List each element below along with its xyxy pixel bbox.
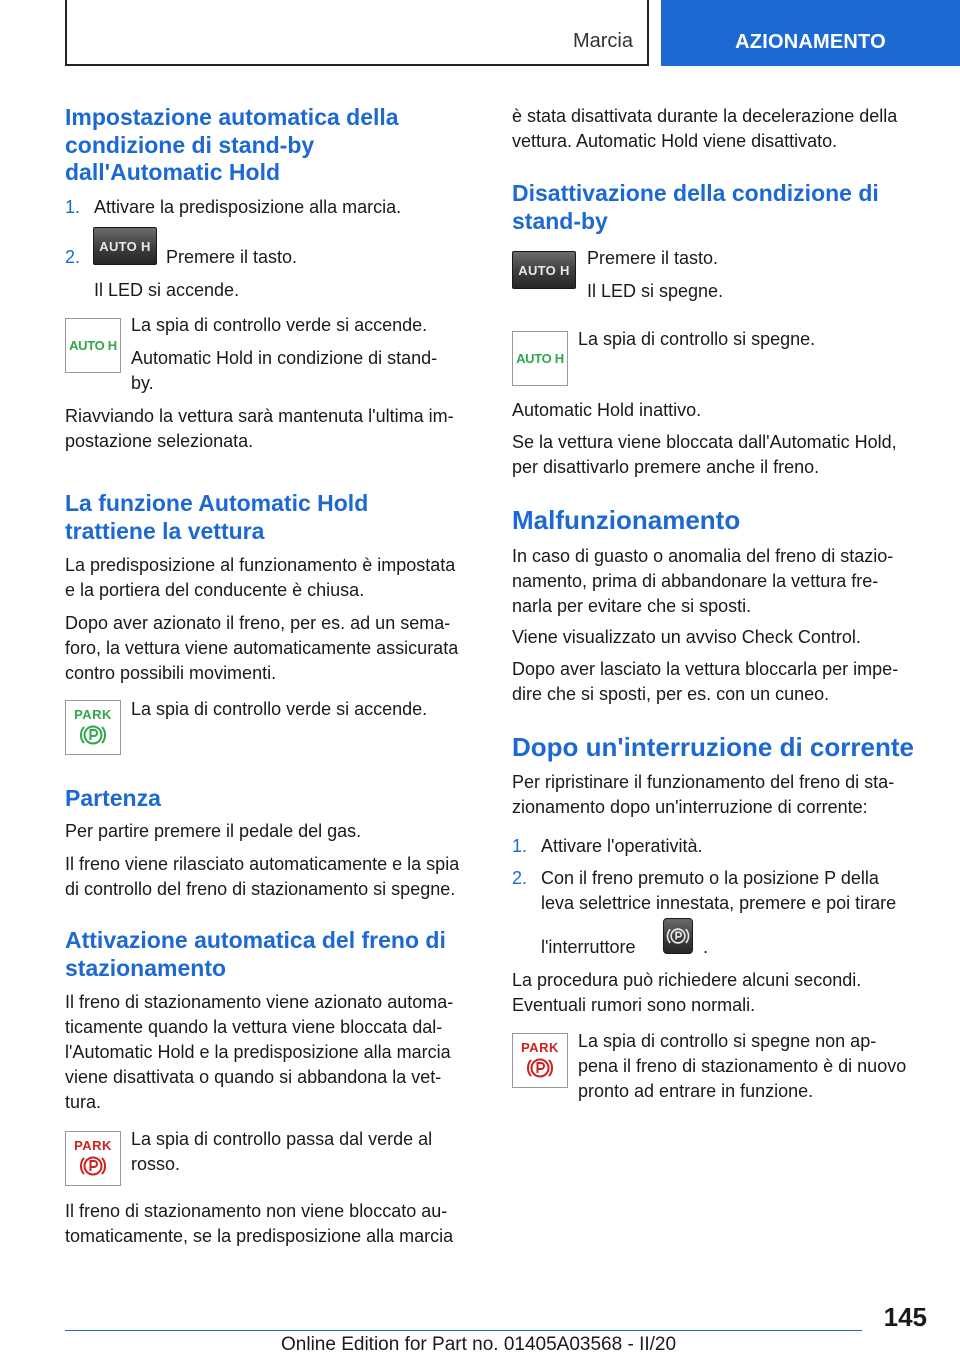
text-line: La procedura può richiedere alcuni secondi. — [512, 970, 862, 990]
text-line: Automatic Hold in condizione di stand- — [131, 348, 438, 368]
paragraph: Viene visualizzato un avviso Check Control. — [512, 627, 861, 647]
step-text: Il LED si accende. — [94, 280, 240, 300]
step-number: 1. — [512, 836, 528, 856]
text-line: Dopo aver azionato il freno, per es. ad un sema- — [65, 613, 451, 633]
lamp-description — [131, 313, 478, 396]
heading-deactivate-standby — [512, 180, 925, 235]
heading-power-interruption: Dopo un'interruzione di corrente — [512, 732, 914, 762]
text-line: La spia di controllo si spegne non ap- — [578, 1031, 877, 1051]
paragraph — [512, 104, 925, 154]
heading-line: Impostazione automatica della — [65, 104, 399, 130]
heading-auto-standby — [65, 104, 478, 187]
paragraph — [512, 968, 925, 1018]
step-number: 2. — [65, 247, 81, 267]
parking-brake-symbol-icon — [527, 1056, 553, 1080]
text-line: leva selettrice innestata, premere e poi tirare — [541, 893, 897, 913]
paragraph — [512, 430, 925, 480]
text-line: dire che si sposti, per es. con un cuneo. — [512, 684, 830, 704]
heading-line: Disattivazione della condizione di — [512, 180, 879, 206]
lamp-description: La spia di controllo verde si accende. — [131, 699, 428, 719]
park-brake-indicator-icon — [65, 700, 121, 755]
text-line: Dopo aver lasciato la vettura bloccarla per impe- — [512, 659, 899, 679]
text-line: ticamente quando la vettura viene bloccata dal- — [65, 1017, 443, 1037]
paragraph — [65, 852, 478, 902]
text-line: Il freno di stazionamento non viene bloccato au- — [65, 1201, 448, 1221]
text-line: vettura. Automatic Hold viene disattivato. — [512, 131, 838, 151]
park-label: PARK — [521, 1040, 559, 1055]
text-line: Con il freno premuto o la posizione P della — [541, 868, 879, 888]
parking-brake-switch-icon — [663, 918, 693, 954]
text-line: La spia di controllo passa dal verde al — [131, 1129, 433, 1149]
heading-partenza: Partenza — [65, 785, 161, 811]
parking-brake-symbol-icon — [666, 925, 690, 947]
text-line: tura. — [65, 1092, 102, 1112]
heading-line: dall'Automatic Hold — [65, 159, 281, 185]
step-text: Attivare la predisposizione alla marcia. — [94, 197, 402, 217]
text-line: namento, prima di abbandonare la vettura fre- — [512, 571, 879, 591]
text-line: è stata disattivata durante la decelerazione della — [512, 106, 898, 126]
heading-line: stand-by — [512, 207, 608, 234]
paragraph — [65, 611, 478, 686]
button-description — [587, 246, 925, 304]
text-line: narla per evitare che si sposti. — [512, 596, 752, 616]
paragraph: Per partire premere il pedale del gas. — [65, 821, 362, 841]
auto-h-indicator-icon: AUTO H — [512, 331, 568, 386]
auto-h-button-icon: AUTO H — [512, 251, 576, 289]
page-number: 145 — [883, 1302, 927, 1332]
lamp-description — [131, 1127, 478, 1177]
text-line: La predisposizione al funzionamento è impostata — [65, 555, 456, 575]
text-line: Eventuali rumori sono normali. — [512, 995, 756, 1015]
text-line: Per ripristinare il funzionamento del freno di sta- — [512, 772, 895, 792]
text-line: contro possibili movimenti. — [65, 663, 277, 683]
park-brake-indicator-icon — [512, 1033, 568, 1088]
paragraph — [65, 990, 478, 1115]
text-line: Premere il tasto. — [587, 248, 719, 268]
text-line: viene disattivata o quando si abbandona la vet- — [65, 1067, 442, 1087]
step-text: Premere il tasto. — [166, 247, 298, 267]
heading-line: stazionamento — [65, 954, 227, 981]
step-text: Attivare l'operatività. — [541, 836, 703, 856]
text-line: l'Automatic Hold e la predisposizione alla marcia — [65, 1042, 451, 1062]
lamp-description — [578, 1029, 925, 1104]
header-left-box — [65, 0, 649, 66]
heading-line: Attivazione automatica del freno di — [65, 927, 446, 953]
text-line: e la portiera del conducente è chiusa. — [65, 580, 365, 600]
text-line: Se la vettura viene bloccata dall'Automatic Hold, — [512, 432, 897, 452]
paragraph — [65, 404, 478, 454]
paragraph: Automatic Hold inattivo. — [512, 400, 702, 420]
text-line: rosso. — [131, 1154, 181, 1174]
park-brake-indicator-icon — [65, 1131, 121, 1186]
paragraph — [512, 544, 925, 619]
step-text: l'interruttore — [541, 937, 636, 957]
lamp-description: La spia di controllo si spegne. — [578, 329, 816, 349]
text-line: by. — [131, 373, 154, 393]
parking-brake-symbol-icon — [80, 723, 106, 747]
text-line: Il freno di stazionamento viene azionato automa- — [65, 992, 454, 1012]
text-line: postazione selezionata. — [65, 431, 254, 451]
heading-line: condizione di stand-by — [65, 131, 315, 158]
heading-hold-vehicle — [65, 490, 478, 545]
heading-line: trattiene la vettura — [65, 517, 265, 544]
step-number: 2. — [512, 868, 528, 888]
text-line: Il freno viene rilasciato automaticamente e la spia — [65, 854, 460, 874]
paragraph — [65, 553, 478, 603]
paragraph — [512, 770, 925, 820]
text-line: pronto ad entrare in funzione. — [578, 1081, 814, 1101]
heading-malfunction: Malfunzionamento — [512, 505, 741, 535]
header-chapter-tab: AZIONAMENTO — [661, 0, 960, 66]
heading-line: La funzione Automatic Hold — [65, 490, 369, 516]
text-line: Il LED si spegne. — [587, 281, 724, 301]
text-line: per disattivarlo premere anche il freno. — [512, 457, 820, 477]
text-line: Riavviando la vettura sarà mantenuta l'ultima im- — [65, 406, 454, 426]
park-label: PARK — [74, 1138, 112, 1153]
text-line: di controllo del freno di stazionamento si spegne. — [65, 879, 456, 899]
auto-h-indicator-icon: AUTO H — [65, 318, 121, 373]
paragraph — [512, 657, 925, 707]
step-number: 1. — [65, 197, 81, 217]
text-line: In caso di guasto o anomalia del freno di stazio- — [512, 546, 894, 566]
step-text — [541, 866, 925, 916]
parking-brake-symbol-icon — [80, 1154, 106, 1178]
header-section-title: Marcia — [572, 30, 633, 52]
text-line: foro, la vettura viene automaticamente assicurata — [65, 638, 459, 658]
auto-h-button-icon: AUTO H — [93, 227, 157, 265]
footer-edition: Online Edition for Part no. 01405A03568 - II/20 — [281, 1334, 677, 1355]
text-line: tomaticamente, se la predisposizione alla marcia — [65, 1226, 454, 1246]
text-line: zionamento dopo un'interruzione di corrente: — [512, 797, 868, 817]
heading-auto-parking-brake — [65, 927, 478, 982]
park-label: PARK — [74, 707, 112, 722]
paragraph — [65, 1199, 478, 1249]
text-line: pena il freno di stazionamento è di nuovo — [578, 1056, 907, 1076]
step-text: . — [703, 937, 709, 957]
text-line: La spia di controllo verde si accende. — [131, 315, 428, 335]
